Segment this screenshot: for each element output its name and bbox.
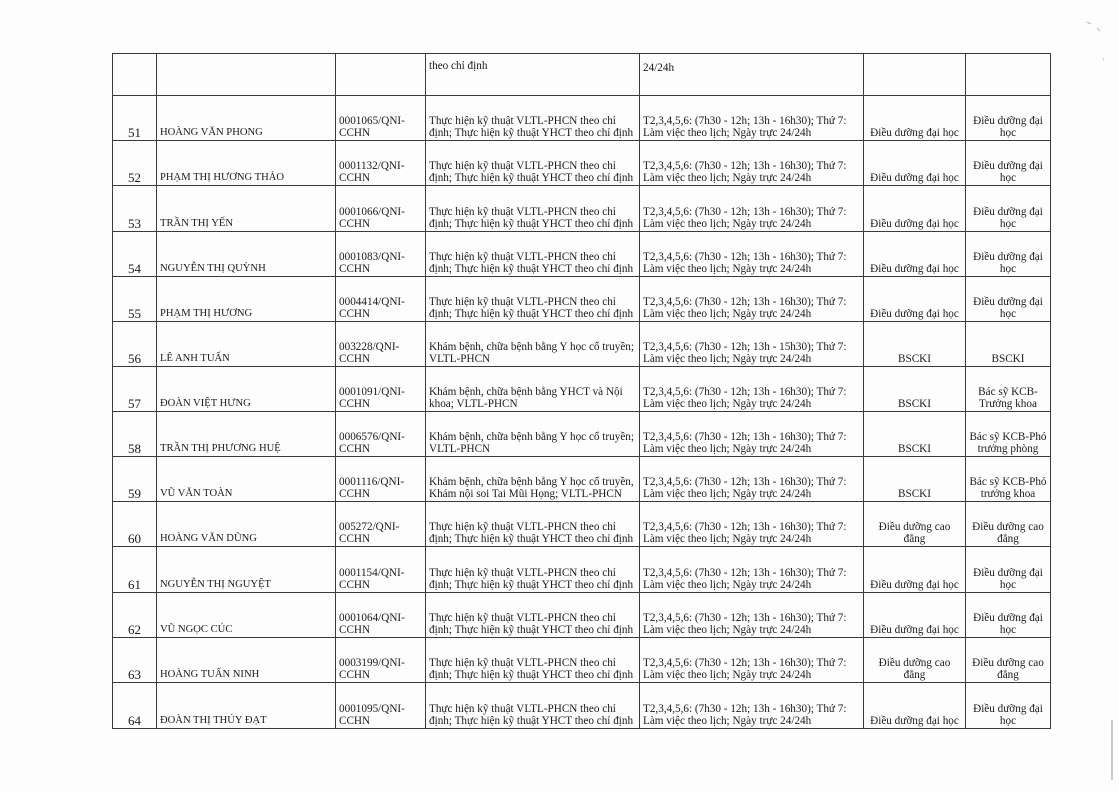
cell-task: Thực hiện kỹ thuật VLTL-PHCN theo chỉ định; Thực hiện kỹ thuật YHCT theo chỉ định <box>426 683 640 729</box>
cell-cert: 0001132/QNI-CCHN <box>336 141 426 186</box>
cell-name: ĐOÀN VIỆT HƯNG <box>157 367 336 412</box>
cell-schedule: T2,3,4,5,6: (7h30 - 12h; 13h - 16h30); Thứ 7: Làm việc theo lịch; Ngày trực 24/24h <box>640 593 864 638</box>
cell-schedule: T2,3,4,5,6: (7h30 - 12h; 13h - 16h30); Thứ 7: Làm việc theo lịch; Ngày trực 24/24h <box>640 367 864 412</box>
cell-position: Điều dưỡng đại học <box>966 96 1051 141</box>
table-row <box>113 277 1051 322</box>
cell-stt: 64 <box>113 683 157 729</box>
cell-task: Khám bệnh, chữa bệnh bằng Y học cổ truyền; VLTL-PHCN <box>426 322 640 367</box>
cell-stt: 51 <box>113 96 157 141</box>
table-row <box>113 96 1051 141</box>
table-row <box>113 367 1051 412</box>
table-row <box>113 322 1051 367</box>
cell-name: VŨ VĂN TOÀN <box>157 457 336 502</box>
cell-cert: 0003199/QNI-CCHN <box>336 638 426 683</box>
cell-degree <box>864 54 966 96</box>
cell-cert: 0001083/QNI-CCHN <box>336 232 426 277</box>
cell-degree: Điều dưỡng cao đẳng <box>864 638 966 683</box>
cell-degree: Điều dưỡng đại học <box>864 593 966 638</box>
cell-stt: 56 <box>113 322 157 367</box>
cell-degree: BSCKI <box>864 322 966 367</box>
cell-stt: 63 <box>113 638 157 683</box>
staff-table <box>112 53 1051 729</box>
cell-schedule: T2,3,4,5,6: (7h30 - 12h; 13h - 16h30); Thứ 7: Làm việc theo lịch; Ngày trực 24/24h <box>640 186 864 232</box>
table-row <box>113 457 1051 502</box>
cell-position: Bác sỹ KCB-Trưởng khoa <box>966 367 1051 412</box>
cell-degree: Điều dưỡng đại học <box>864 683 966 729</box>
cell-cert: 0001091/QNI-CCHN <box>336 367 426 412</box>
cell-stt: 52 <box>113 141 157 186</box>
cell-degree: Điều dưỡng đại học <box>864 277 966 322</box>
table-row <box>113 593 1051 638</box>
cell-schedule: T2,3,4,5,6: (7h30 - 12h; 13h - 16h30); Thứ 7: Làm việc theo lịch; Ngày trực 24/24h <box>640 457 864 502</box>
table-row <box>113 141 1051 186</box>
cell-position: Điều dưỡng đại học <box>966 547 1051 593</box>
cell-name: TRẦN THỊ YẾN <box>157 186 336 232</box>
cell-position: Điều dưỡng đại học <box>966 277 1051 322</box>
table-row <box>113 412 1051 457</box>
cell-task: Thực hiện kỹ thuật VLTL-PHCN theo chỉ định; Thực hiện kỹ thuật YHCT theo chỉ định <box>426 186 640 232</box>
cell-schedule: 24/24h <box>640 54 864 96</box>
cell-name: PHẠM THỊ HƯƠNG THẢO <box>157 141 336 186</box>
table-row <box>113 638 1051 683</box>
cell-cert: 0001116/QNI-CCHN <box>336 457 426 502</box>
cell-task: Thực hiện kỹ thuật VLTL-PHCN theo chỉ định; Thực hiện kỹ thuật YHCT theo chỉ định <box>426 502 640 547</box>
cell-degree: BSCKI <box>864 457 966 502</box>
cell-schedule: T2,3,4,5,6: (7h30 - 12h; 13h - 16h30); Thứ 7: Làm việc theo lịch; Ngày trực 24/24h <box>640 502 864 547</box>
cell-task: Thực hiện kỹ thuật VLTL-PHCN theo chỉ định; Thực hiện kỹ thuật YHCT theo chỉ định <box>426 277 640 322</box>
cell-name: TRẦN THỊ PHƯƠNG HUỆ <box>157 412 336 457</box>
cell-task: Thực hiện kỹ thuật VLTL-PHCN theo chỉ định; Thực hiện kỹ thuật YHCT theo chỉ định <box>426 232 640 277</box>
cell-position: Điều dưỡng cao đẳng <box>966 502 1051 547</box>
cell-task: Thực hiện kỹ thuật VLTL-PHCN theo chỉ định; Thực hiện kỹ thuật YHCT theo chỉ định <box>426 638 640 683</box>
cell-position: Điều dưỡng đại học <box>966 593 1051 638</box>
table-row <box>113 547 1051 593</box>
cell-name: NGUYỄN THỊ QUỲNH <box>157 232 336 277</box>
cell-stt: 59 <box>113 457 157 502</box>
cell-schedule: T2,3,4,5,6: (7h30 - 12h; 13h - 16h30); Thứ 7: Làm việc theo lịch; Ngày trực 24/24h <box>640 547 864 593</box>
cell-schedule: T2,3,4,5,6: (7h30 - 12h; 13h - 16h30); Thứ 7: Làm việc theo lịch; Ngày trực 24/24h <box>640 277 864 322</box>
scan-edge-mark <box>1111 720 1113 780</box>
cell-task: Thực hiện kỹ thuật VLTL-PHCN theo chỉ định; Thực hiện kỹ thuật YHCT theo chỉ định <box>426 96 640 141</box>
cell-cert: 0001064/QNI-CCHN <box>336 593 426 638</box>
cell-name: HOÀNG VĂN PHONG <box>157 96 336 141</box>
cell-degree: BSCKI <box>864 367 966 412</box>
cell-position: Điều dưỡng đại học <box>966 186 1051 232</box>
table-row <box>113 683 1051 729</box>
table-row-continuation <box>113 54 1051 96</box>
cell-degree: Điều dưỡng đại học <box>864 232 966 277</box>
cell-task: Khám bệnh, chữa bệnh bằng YHCT và Nội khoa; VLTL-PHCN <box>426 367 640 412</box>
cell-name <box>157 54 336 96</box>
cell-position: Điều dưỡng đại học <box>966 683 1051 729</box>
cell-name: PHẠM THỊ HƯƠNG <box>157 277 336 322</box>
cell-name: ĐOÀN THỊ THÚY ĐẠT <box>157 683 336 729</box>
cell-stt <box>113 54 157 96</box>
cell-schedule: T2,3,4,5,6: (7h30 - 12h; 13h - 16h30); Thứ 7: Làm việc theo lịch; Ngày trực 24/24h <box>640 232 864 277</box>
cell-task: Thực hiện kỹ thuật VLTL-PHCN theo chỉ định; Thực hiện kỹ thuật YHCT theo chỉ định <box>426 593 640 638</box>
cell-name: LÊ ANH TUẤN <box>157 322 336 367</box>
cell-stt: 53 <box>113 186 157 232</box>
cell-stt: 54 <box>113 232 157 277</box>
cell-name: HOÀNG VĂN DŨNG <box>157 502 336 547</box>
cell-position: Điều dưỡng đại học <box>966 232 1051 277</box>
cell-schedule: T2,3,4,5,6: (7h30 - 12h; 13h - 16h30); Thứ 7: Làm việc theo lịch; Ngày trực 24/24h <box>640 683 864 729</box>
cell-schedule: T2,3,4,5,6: (7h30 - 12h; 13h - 15h30); Thứ 7: Làm việc theo lịch; Ngày trực 24/24h <box>640 322 864 367</box>
cell-degree: Điều dưỡng cao đẳng <box>864 502 966 547</box>
cell-stt: 62 <box>113 593 157 638</box>
cell-position: Điều dưỡng cao đẳng <box>966 638 1051 683</box>
cell-cert: 005272/QNI-CCHN <box>336 502 426 547</box>
cell-cert: 0001095/QNI-CCHN <box>336 683 426 729</box>
cell-cert <box>336 54 426 96</box>
cell-schedule: T2,3,4,5,6: (7h30 - 12h; 13h - 16h30); Thứ 7: Làm việc theo lịch; Ngày trực 24/24h <box>640 412 864 457</box>
cell-position: BSCKI <box>966 322 1051 367</box>
cell-cert: 0001066/QNI-CCHN <box>336 186 426 232</box>
cell-cert: 0004414/QNI-CCHN <box>336 277 426 322</box>
table-row <box>113 502 1051 547</box>
cell-degree: Điều dưỡng đại học <box>864 141 966 186</box>
table-row <box>113 232 1051 277</box>
cell-cert: 0001065/QNI-CCHN <box>336 96 426 141</box>
scan-mark-icon <box>1085 18 1107 68</box>
cell-degree: BSCKI <box>864 412 966 457</box>
cell-task: theo chỉ định <box>426 54 640 96</box>
cell-name: HOÀNG TUẤN NINH <box>157 638 336 683</box>
cell-schedule: T2,3,4,5,6: (7h30 - 12h; 13h - 16h30); Thứ 7: Làm việc theo lịch; Ngày trực 24/24h <box>640 141 864 186</box>
cell-task: Thực hiện kỹ thuật VLTL-PHCN theo chỉ định; Thực hiện kỹ thuật YHCT theo chỉ định <box>426 141 640 186</box>
cell-position: Bác sỹ KCB-Phó trưởng phòng <box>966 412 1051 457</box>
cell-stt: 61 <box>113 547 157 593</box>
cell-stt: 55 <box>113 277 157 322</box>
cell-task: Thực hiện kỹ thuật VLTL-PHCN theo chỉ định; Thực hiện kỹ thuật YHCT theo chỉ định <box>426 547 640 593</box>
cell-task: Khám bệnh, chữa bệnh bằng Y học cổ truyền, Khám nội soi Tai Mũi Họng; VLTL-PHCN <box>426 457 640 502</box>
table-row <box>113 186 1051 232</box>
cell-name: NGUYỄN THỊ NGUYỆT <box>157 547 336 593</box>
cell-degree: Điều dưỡng đại học <box>864 547 966 593</box>
cell-task: Khám bệnh, chữa bệnh bằng Y học cổ truyền; VLTL-PHCN <box>426 412 640 457</box>
cell-schedule: T2,3,4,5,6: (7h30 - 12h; 13h - 16h30); Thứ 7: Làm việc theo lịch; Ngày trực 24/24h <box>640 96 864 141</box>
cell-degree: Điều dưỡng đại học <box>864 96 966 141</box>
cell-cert: 0006576/QNI-CCHN <box>336 412 426 457</box>
cell-stt: 60 <box>113 502 157 547</box>
cell-cert: 003228/QNI-CCHN <box>336 322 426 367</box>
cell-stt: 58 <box>113 412 157 457</box>
cell-degree: Điều dưỡng đại học <box>864 186 966 232</box>
cell-stt: 57 <box>113 367 157 412</box>
cell-schedule: T2,3,4,5,6: (7h30 - 12h; 13h - 16h30); Thứ 7: Làm việc theo lịch; Ngày trực 24/24h <box>640 638 864 683</box>
cell-position: Điều dưỡng đại học <box>966 141 1051 186</box>
cell-position <box>966 54 1051 96</box>
cell-name: VŨ NGỌC CÚC <box>157 593 336 638</box>
cell-position: Bác sỹ KCB-Phó trưởng khoa <box>966 457 1051 502</box>
cell-cert: 0001154/QNI-CCHN <box>336 547 426 593</box>
